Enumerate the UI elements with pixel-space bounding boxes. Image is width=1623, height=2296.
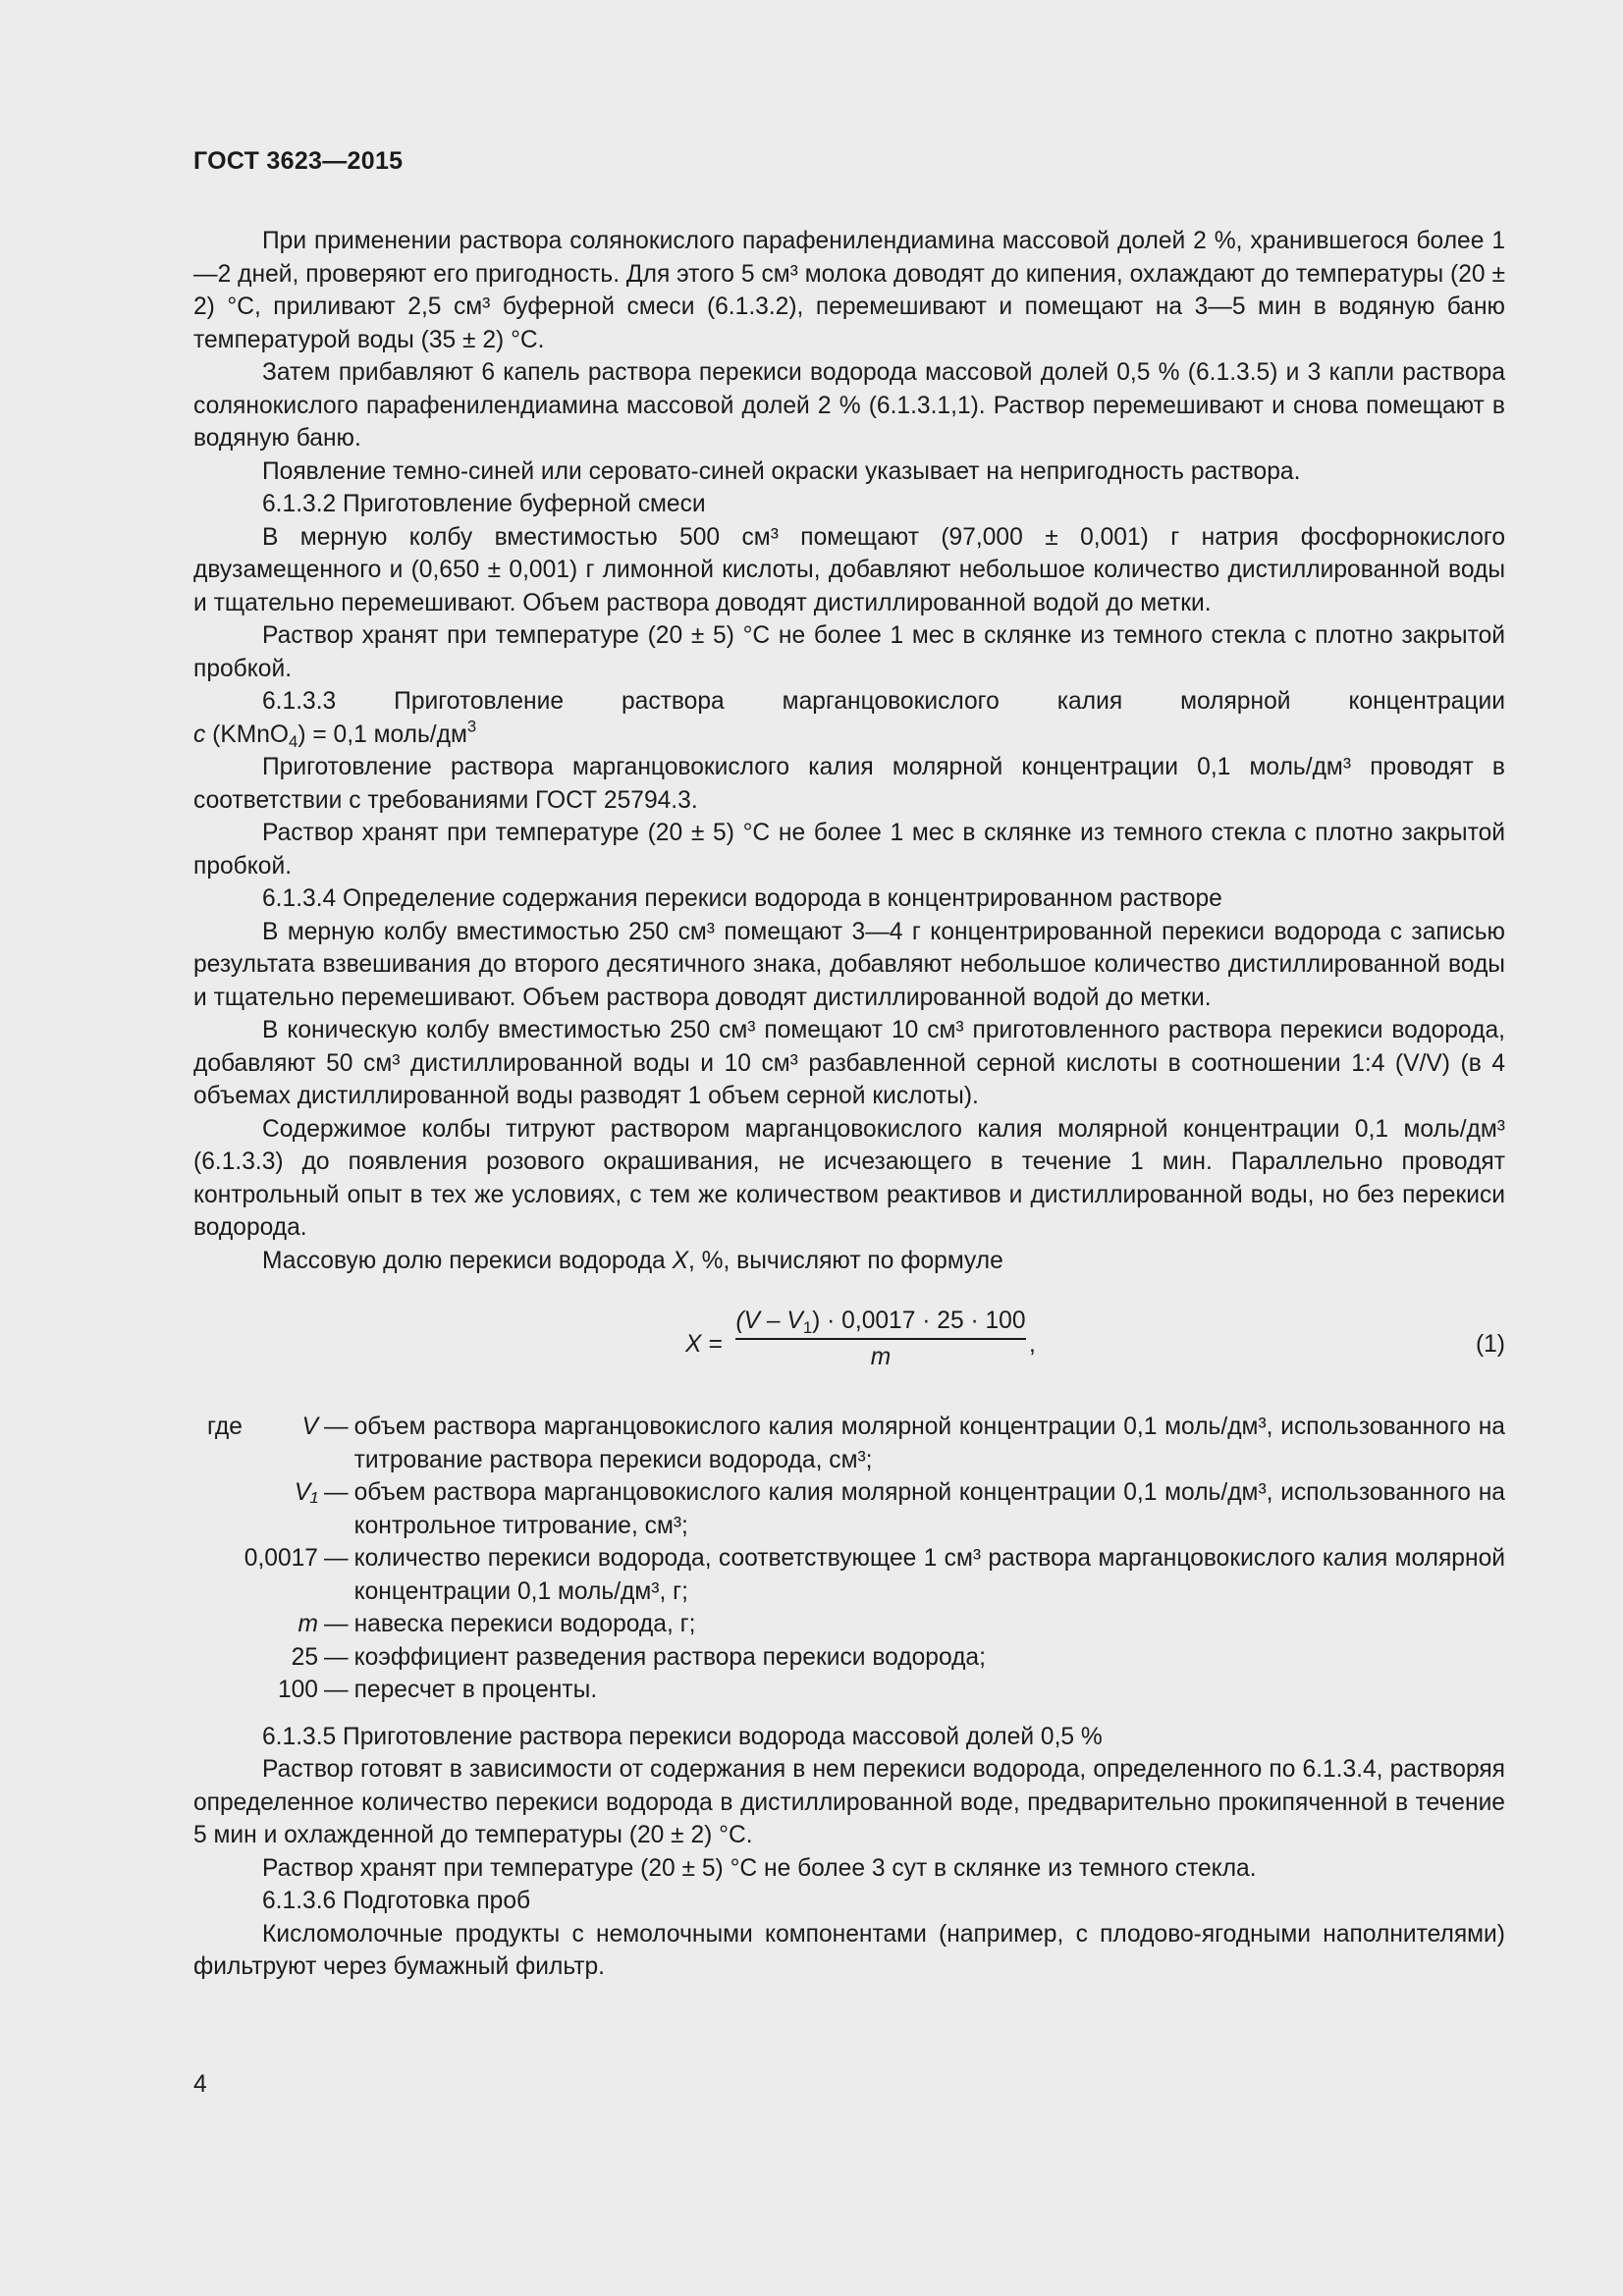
symbol-text: V₁ bbox=[294, 1479, 318, 1506]
paragraph: Приготовление раствора марганцовокислого калия молярной концентрации 0,1 моль/дм³ проводят в соответствии с требованиями ГОСТ 25794.3. bbox=[193, 754, 1505, 814]
definition-symbol: 0,0017 bbox=[243, 1545, 318, 1572]
num-b: ) · 0,0017 · 25 · 100 bbox=[812, 1308, 1026, 1334]
num-sub: 1 bbox=[802, 1318, 813, 1338]
paragraph: Кисломолочные продукты с немолочными компонентами (например, с плодово-ягодными наполнителями) фильтруют через бумажный фильтр. bbox=[193, 1920, 1505, 1980]
definition-symbol bbox=[193, 1608, 318, 1641]
paragraph bbox=[193, 1245, 1505, 1278]
paragraph: В мерную колбу вместимостью 250 см³ помещают 3—4 г концентрированной перекиси водорода с записью результата взвешивания до второго десятичного знака, добавляют небольшое количество дистиллированной воды и тщательно перемешивают. Объем раствора доводят дистиллированной водой до метки. bbox=[193, 918, 1505, 1011]
document-header: ГОСТ 3623—2015 bbox=[193, 147, 404, 175]
superscript: 3 bbox=[466, 717, 477, 736]
formula-lhs-text: X = bbox=[685, 1331, 723, 1358]
definition-item bbox=[193, 1674, 1505, 1707]
definition-text: объем раствора марганцовокислого калия молярной концентрации 0,1 моль/дм³, использованного на титрование раствора перекиси водорода, см³; bbox=[353, 1414, 1505, 1473]
definition-text: коэффициент разведения раствора перекиси водорода; bbox=[353, 1643, 986, 1671]
where-label: где bbox=[207, 1414, 243, 1440]
definition-dash: — bbox=[324, 1677, 349, 1703]
spacer bbox=[193, 1707, 1505, 1721]
paragraph: В коническую колбу вместимостью 250 см³ помещают 10 см³ приготовленного раствора перекиси водорода, добавляют 50 см³ дистиллированной воды и 10 см³ разбавленной серной кислоты в соотношении 1:4 (V/V) (в 4 объемах дистиллированной воды разводят 1 объем серной кислоты). bbox=[193, 1017, 1505, 1109]
formula-denominator bbox=[735, 1340, 1026, 1373]
text: , %, вычисляют по формуле bbox=[687, 1247, 1003, 1274]
section-heading: 6.1.3.6 Подготовка проб bbox=[262, 1888, 531, 1914]
definition-item bbox=[193, 1411, 1505, 1476]
text: Массовую долю перекиси водорода bbox=[262, 1247, 673, 1274]
definition-item bbox=[193, 1641, 1505, 1675]
section-heading bbox=[193, 685, 1505, 719]
symbol-text: m bbox=[298, 1611, 318, 1637]
definition-item bbox=[193, 1542, 1505, 1608]
definition-text: количество перекиси водорода, соответствующее 1 см³ раствора марганцовокислого калия молярной концентрации 0,1 моль/дм³, г; bbox=[353, 1545, 1505, 1605]
section-heading: 6.1.3.5 Приготовление раствора перекиси водорода массовой долей 0,5 % bbox=[262, 1723, 1103, 1750]
paragraph: В мерную колбу вместимостью 500 см³ помещают (97,000 ± 0,001) г натрия фосфорнокислого двузамещенного и (0,650 ± 0,001) г лимонной кислоты, добавляют небольшое количество дистиллированной воды и тщательно перемешивают. Объем раствора доводят дистиллированной водой до метки. bbox=[193, 523, 1505, 616]
definition-dash: — bbox=[324, 1414, 349, 1440]
formula-text: ) = 0,1 моль/дм bbox=[298, 721, 467, 748]
paragraph: Раствор хранят при температуре (20 ± 5) °С не более 1 мес в склянке из темного стекла с плотно закрытой пробкой. bbox=[193, 622, 1505, 682]
paragraph: Раствор готовят в зависимости от содержания в нем перекиси водорода, определенного по 6.1.3.4, растворяя определенное количество перекиси водорода в дистиллированной воде, предварительно прокипяченной в течение 5 мин и охлажденной до температуры (20 ± 2) °С. bbox=[193, 1756, 1505, 1848]
definition-symbol bbox=[193, 1411, 318, 1444]
definition-text: пересчет в проценты. bbox=[353, 1677, 598, 1703]
section-heading: 6.1.3.2 Приготовление буферной смеси bbox=[262, 491, 706, 517]
symbol-text: V bbox=[301, 1414, 318, 1440]
definition-text: объем раствора марганцовокислого калия молярной концентрации 0,1 моль/дм³, использованного на контрольное титрование, см³; bbox=[353, 1479, 1505, 1539]
definition-item bbox=[193, 1608, 1505, 1641]
definition-text: навеска перекиси водорода, г; bbox=[353, 1611, 696, 1637]
variable-x: X bbox=[672, 1247, 688, 1274]
formula-numerator bbox=[735, 1307, 1026, 1340]
paragraph: При применении раствора солянокислого парафенилендиамина массовой долей 2 %, хранившегося более 1—2 дней, проверяют его пригодность. Для этого 5 см³ молока доводят до кипения, охлаждают до температуры (20 ± 2) °С, приливают 2,5 см³ буферной смеси (6.1.3.2), перемешивают и помещают на 3—5 мин в водяную баню температурой воды (35 ± 2) °С. bbox=[193, 228, 1505, 353]
formula-lhs bbox=[685, 1328, 723, 1362]
definition-dash: — bbox=[324, 1611, 349, 1637]
formula-comma: , bbox=[1029, 1331, 1036, 1358]
definition-symbol: 25 bbox=[291, 1643, 318, 1671]
subscript: 4 bbox=[289, 731, 298, 751]
paragraph: Раствор хранят при температуре (20 ± 5) °С не более 1 мес в склянке из темного стекла с плотно закрытой пробкой. bbox=[193, 820, 1505, 880]
den-text: m bbox=[870, 1344, 892, 1370]
section-heading-continued bbox=[193, 719, 1505, 752]
definitions-list bbox=[193, 1411, 1505, 1707]
paragraph: Содержимое колбы титруют раствором марганцовокислого калия молярной концентрации 0,1 моль/дм³ (6.1.3.3) до появления розового окрашивания, не исчезающего в течение 1 мин. Параллельно проводят контрольный опыт в тех же условиях, с тем же количеством реактивов и дистиллированной воды, но без перекиси водорода. bbox=[193, 1115, 1505, 1241]
concentration-symbol: c bbox=[193, 721, 206, 748]
paragraph: Затем прибавляют 6 капель раствора перекиси водорода массовой долей 0,5 % (6.1.3.5) и 3 капли раствора солянокислого парафенилендиамина массовой долей 2 % (6.1.3.1,1). Раствор перемешивают и снова помещают в водяную баню. bbox=[193, 359, 1505, 452]
formula-fraction bbox=[735, 1307, 1026, 1373]
num-a: (V – V bbox=[735, 1308, 803, 1334]
paragraph: Появление темно-синей или серовато-синей окраски указывает на непригодность раствора. bbox=[262, 457, 1301, 485]
formula-number: (1) bbox=[1475, 1331, 1505, 1358]
section-heading: 6.1.3.4 Определение содержания перекиси водорода в концентрированном растворе bbox=[262, 885, 1222, 912]
definition-dash: — bbox=[324, 1643, 349, 1671]
formula-text: (KMnO bbox=[205, 721, 290, 748]
page-number: 4 bbox=[193, 2071, 207, 2098]
definition-symbol bbox=[193, 1476, 318, 1510]
paragraph: Раствор хранят при температуре (20 ± 5) °С не более 3 сут в склянке из темного стекла. bbox=[262, 1854, 1257, 1882]
definition-dash: — bbox=[324, 1479, 349, 1506]
definition-item bbox=[193, 1476, 1505, 1542]
heading-line: 6.1.3.3 Приготовление раствора марганцовокислого калия молярной концентрации bbox=[262, 688, 1505, 715]
document-body bbox=[193, 225, 1505, 1984]
definition-symbol: 100 bbox=[277, 1677, 318, 1703]
formula-block bbox=[193, 1277, 1505, 1407]
definition-dash: — bbox=[324, 1545, 349, 1572]
